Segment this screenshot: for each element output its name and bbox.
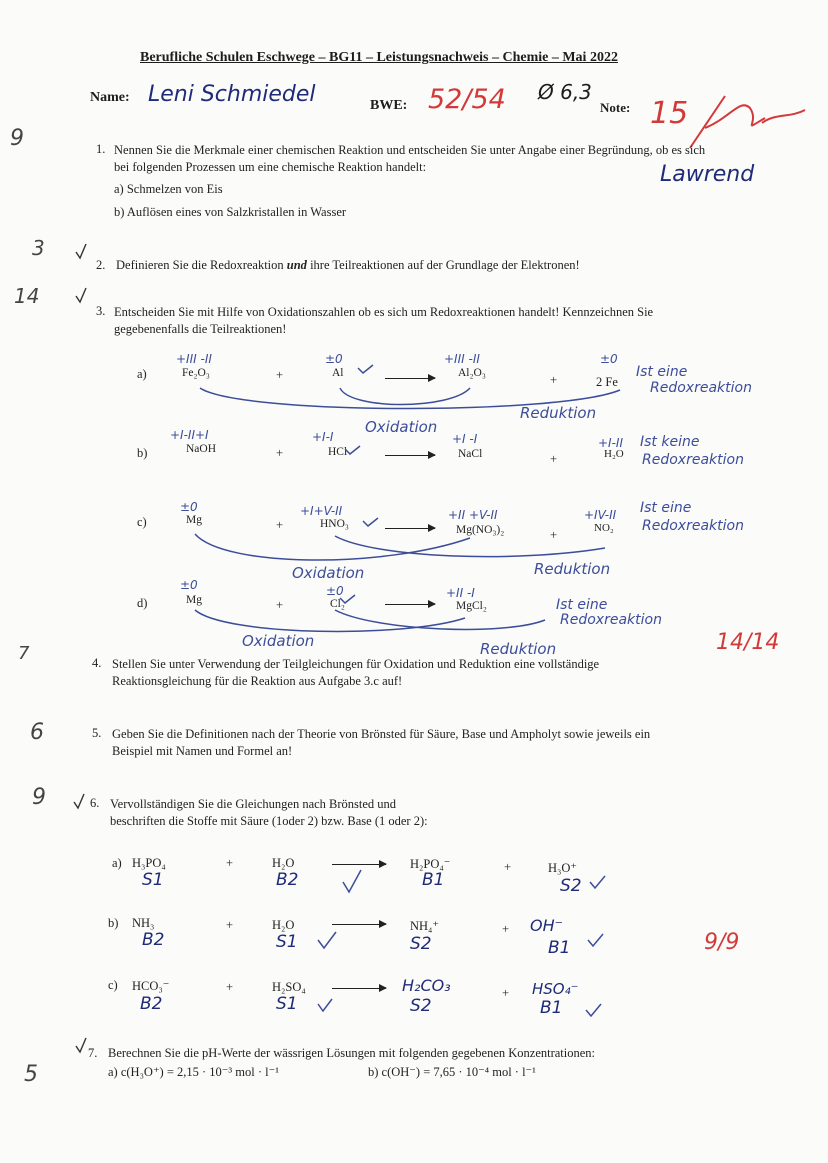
task-6-text: Vervollständigen Sie die Gleichungen nach Brönsted und beschriften die Stoffe mit Säure (1oder 2) bzw. Base (1 oder 2):: [110, 797, 428, 828]
t3d-note-2: Redoxreaktion: [560, 612, 662, 628]
task-3-number: 3.: [96, 304, 106, 318]
t6b-arrow: [332, 924, 386, 925]
note-value: 15: [650, 96, 689, 131]
name-label: Name:: [90, 90, 130, 105]
page-title: Berufliche Schulen Eschwege – BG11 – Leistungsnachweis – Chemie – Mai 2022: [140, 50, 618, 65]
task-2-text: Definieren Sie die Redoxreaktion und ihre Teilreaktionen auf der Grundlage der Elektronen!: [116, 258, 580, 272]
t6c-r2: H₂SO₄: [272, 980, 306, 994]
t3a-note-2: Redoxreaktion: [650, 380, 752, 396]
t3d-r1: Mg: [186, 594, 202, 606]
bwe-label: BWE:: [370, 98, 408, 113]
t3d-r2-ox: ±0: [326, 584, 344, 598]
task-6-number: 6.: [90, 796, 100, 810]
margin-points-1: 9: [10, 126, 24, 151]
teacher-signature: Lawrend: [660, 162, 755, 187]
t3a-p2-ox: ±0: [600, 352, 618, 366]
t3d-reduktion-label: Reduktion: [480, 640, 557, 658]
t3-row-a-label: a): [137, 367, 147, 381]
task-1a: a) Schmelzen von Eis: [114, 182, 223, 196]
t3b-p1: NaCl: [458, 448, 483, 460]
t3a-oxidation-label: Oxidation: [365, 418, 438, 436]
t3a-reduktion-label: Reduktion: [520, 404, 597, 422]
task-4-number: 4.: [92, 656, 102, 670]
t6b-p1-label: S2: [410, 934, 432, 954]
margin-points-4: 7: [18, 643, 30, 664]
t3d-oxidation-label: Oxidation: [242, 632, 315, 650]
margin-points-6: 9: [32, 785, 46, 810]
t3a-r1: Fe₂O₃: [182, 367, 210, 379]
task-5-text: Geben Sie die Definitionen nach der Theorie von Brönsted für Säure, Base und Ampholyt sowie jeweils ein Beispiel mit Namen und Formel an!: [112, 727, 651, 758]
t6b-p2: OH⁻: [530, 916, 564, 935]
t6c-p1: H₂CO₃: [402, 976, 451, 995]
margin-points-7: 5: [24, 1062, 38, 1087]
margin-points-2: 3: [32, 236, 45, 260]
t3-row-b-label: b): [137, 446, 148, 460]
t3-row-c-label: c): [137, 515, 147, 529]
t3a-r1-ox: +III -II: [176, 352, 212, 366]
task-2-number: 2.: [96, 258, 106, 272]
t3c-p1: Mg(NO₃)₂: [456, 524, 505, 536]
t6c-r1-label: B2: [140, 994, 163, 1014]
note-label: Note:: [600, 100, 631, 115]
t3b-r1: NaOH: [186, 443, 217, 455]
t6c-r2-label: S1: [276, 994, 298, 1014]
task-7-number: 7.: [88, 1046, 98, 1060]
task-1-text: Nennen Sie die Merkmale einer chemischen Reaktion und entscheiden Sie unter Angabe einer Begründung, ob es sich bei folgenden Prozessen um eine chemische Reaktion handelt:: [114, 143, 706, 174]
t3c-r2-ox: +I+V-II: [300, 504, 343, 518]
t3c-r1: Mg: [186, 514, 202, 526]
t6c-p2: HSO₄⁻: [532, 980, 579, 998]
t6c-r1: HCO₃⁻: [132, 979, 170, 993]
t3c-reduktion-label: Reduktion: [534, 560, 611, 578]
t6b-p1: NH₄⁺: [410, 919, 440, 933]
t6-row-b-label: b): [108, 916, 119, 930]
task-7a: a) c(H₃O⁺) = 2,15 · 10⁻³ mol · l⁻¹: [108, 1065, 279, 1079]
t3b-r2-ox: +I-I: [312, 430, 334, 444]
t3c-p1-ox: +II +V-II: [448, 508, 498, 522]
task-1-number: 1.: [96, 142, 106, 156]
t3a-p2: 2 Fe: [596, 375, 618, 389]
task-3-score: 14/14: [716, 630, 780, 655]
t3c-p2: NO₂: [594, 522, 614, 534]
t3b-arrow: [385, 455, 435, 456]
task-7-text: Berechnen Sie die pH-Werte der wässrigen Lösungen mit folgenden gegebenen Konzentrationen:: [108, 1046, 596, 1060]
task-5-number: 5.: [92, 726, 102, 740]
t6c-p1-label: S2: [410, 996, 432, 1016]
t6b-r1: NH₃: [132, 916, 155, 930]
t3a-note-1: Ist eine: [636, 364, 688, 380]
task-6-score: 9/9: [704, 930, 740, 955]
t6c-arrow: [332, 988, 386, 989]
t3b-note-1: Ist keine: [640, 434, 700, 450]
t3b-p2: H₂O: [604, 448, 624, 460]
t6b-r2: H₂O: [272, 918, 295, 932]
t3b-r2: HCl: [328, 446, 348, 458]
t6-row-a-label: a): [112, 856, 122, 870]
t6b-r2-label: S1: [276, 932, 298, 952]
margin-points-5: 6: [30, 720, 44, 745]
t3d-r2: Cl₂: [330, 598, 345, 610]
t3a-p1: Al₂O₃: [458, 367, 486, 379]
t6b-r1-label: B2: [142, 930, 165, 950]
t3b-p2-ox: +I-II: [598, 436, 624, 450]
t3d-p1-ox: +II -I: [446, 586, 475, 600]
t6a-arrow: [332, 864, 386, 865]
t6a-p1: H₂PO₄⁻: [410, 857, 451, 871]
t3c-oxidation-label: Oxidation: [292, 564, 365, 582]
t3d-note-1: Ist eine: [556, 597, 608, 613]
t6b-p2-label: B1: [548, 938, 571, 958]
bwe-value: 52/54: [428, 84, 506, 115]
t3c-r1-ox: ±0: [180, 500, 198, 514]
t6a-r1-label: S1: [142, 870, 164, 890]
t6a-p1-label: B1: [422, 870, 445, 890]
grade-average: Ø 6,3: [538, 80, 592, 104]
t3c-note-1: Ist eine: [640, 500, 692, 516]
t3d-r1-ox: ±0: [180, 578, 198, 592]
t6a-r1: H₃PO₄: [132, 856, 166, 870]
t3a-r2: Al: [332, 367, 344, 379]
t6c-p2-label: B1: [540, 998, 563, 1018]
task-1b: b) Auflösen eines von Salzkristallen in Wasser: [114, 205, 347, 219]
margin-points-3: 14: [14, 284, 40, 308]
t6-row-c-label: c): [108, 978, 118, 992]
t6a-p2-label: S2: [560, 876, 582, 896]
t3c-r2: HNO₃: [320, 518, 349, 530]
t3c-note-2: Redoxreaktion: [642, 518, 744, 534]
t3b-r1-ox: +I-II+I: [170, 428, 209, 442]
t3d-p1: MgCl₂: [456, 600, 487, 612]
task-3-text: Entscheiden Sie mit Hilfe von Oxidationszahlen ob es sich um Redoxreaktionen handelt! Kennzeichnen Sie gegebenenfalls die Teilreaktionen!: [114, 305, 654, 336]
t3a-p1-ox: +III -II: [444, 352, 480, 366]
name-value: Leni Schmiedel: [148, 82, 316, 107]
task-4-text: Stellen Sie unter Verwendung der Teilgleichungen für Oxidation und Reduktion eine vollständige Reaktionsgleichung für die Reaktion aus Aufgabe 3.c auf!: [112, 657, 600, 688]
t6a-r2: H₂O: [272, 856, 295, 870]
t3b-note-2: Redoxreaktion: [642, 452, 744, 468]
t6a-r2-label: B2: [276, 870, 299, 890]
t3b-p1-ox: +I -I: [452, 432, 478, 446]
t3-row-d-label: d): [137, 596, 148, 610]
t6a-p2: H₃O⁺: [548, 861, 578, 875]
task-7b: b) c(OH⁻) = 7,65 · 10⁻⁴ mol · l⁻¹: [368, 1065, 536, 1079]
t3a-r2-ox: ±0: [325, 352, 343, 366]
t3c-p2-ox: +IV-II: [584, 508, 617, 522]
